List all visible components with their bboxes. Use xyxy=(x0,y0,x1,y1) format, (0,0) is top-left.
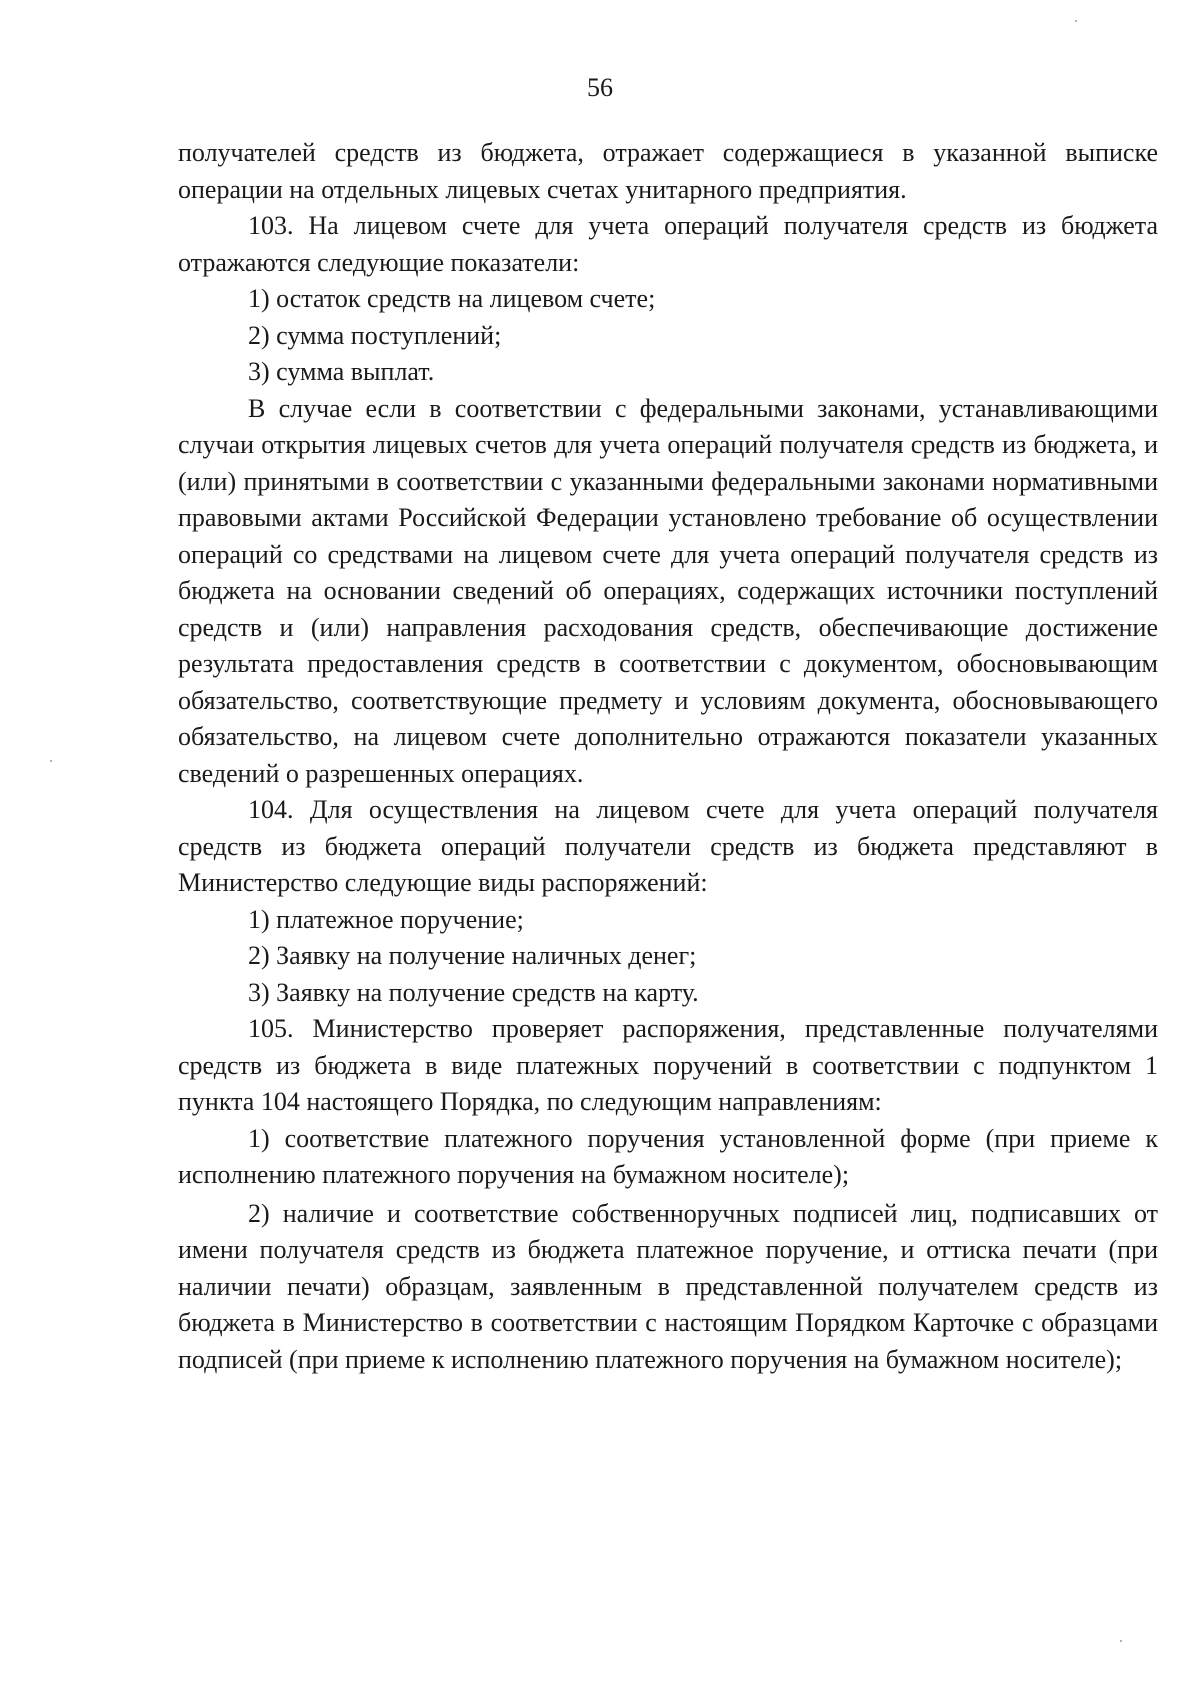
list-item: 3) Заявку на получение средств на карту. xyxy=(248,977,699,1007)
paragraph-103: 103. На лицевом счете для учета операций получателя средств из бюджета отражаются следующие показатели: xyxy=(178,211,1158,277)
paragraph-105-item-2: 2) наличие и соответствие собственноручных подписей лиц, подписавших от имени получателя средств из бюджета платежное поручение, и оттиска печати (при наличии печати) образцам, заявленным в представленной получателем средств из бюджета в Министерство в соответствии с настоящим Порядком Карточке с образцами подписей (при приеме к исполнению платежного поручения на бумажном носителе); xyxy=(178,1198,1158,1374)
paragraph-continuation: получателей средств из бюджета, отражает содержащиеся в указанной выписке операции на отдельных лицевых счетах унитарного предприятия. xyxy=(178,138,1158,204)
paragraph-104: 104. Для осуществления на лицевом счете для учета операций получателя средств из бюджета операций получатели средств из бюджета представляют в Министерство следующие виды распоряжений: xyxy=(178,795,1158,897)
list-item: 2) Заявку на получение наличных денег; xyxy=(248,941,697,970)
page-number: 56 xyxy=(587,73,613,102)
list-item: 2) сумма поступлений; xyxy=(248,320,502,350)
scan-speck xyxy=(50,760,52,762)
scan-speck xyxy=(1075,20,1077,22)
list-item: 1) остаток средств на лицевом счете; xyxy=(248,284,656,313)
list-item: 1) платежное поручение; xyxy=(248,904,524,934)
scan-speck xyxy=(1120,1640,1122,1642)
paragraph-105: 105. Министерство проверяет распоряжения, представленные получателями средств из бюджета в виде платежных поручений в соответствии с подпунктом 1 пункта 104 настоящего Порядка, по следующим направлениям: xyxy=(178,1014,1158,1116)
document-body xyxy=(178,135,1158,1378)
list-item: 3) сумма выплат. xyxy=(248,357,435,386)
paragraph-105-item-1: 1) соответствие платежного поручения установленной форме (при приеме к исполнению платежного поручения на бумажном носителе); xyxy=(178,1123,1158,1189)
paragraph-in-case: В случае если в соответствии с федеральными законами, устанавливающими случаи открытия лицевых счетов для учета операций получателя средств из бюджета, и (или) принятыми в соответствии с указанными федеральными законами нормативными правовыми актами Российской Федерации установлено требование об осуществлении операций со средствами на лицевом счете для учета операций получателя средств из бюджета на основании сведений об операциях, содержащих источники поступлений средств и (или) направления расходования средств, обеспечивающие достижение результата предоставления средств в соответствии с документом, обосновывающим обязательство, соответствующие предмету и условиям документа, обосновывающего обязательство, на лицевом счете дополнительно отражаются показатели указанных сведений о разрешенных операциях. xyxy=(178,393,1158,788)
